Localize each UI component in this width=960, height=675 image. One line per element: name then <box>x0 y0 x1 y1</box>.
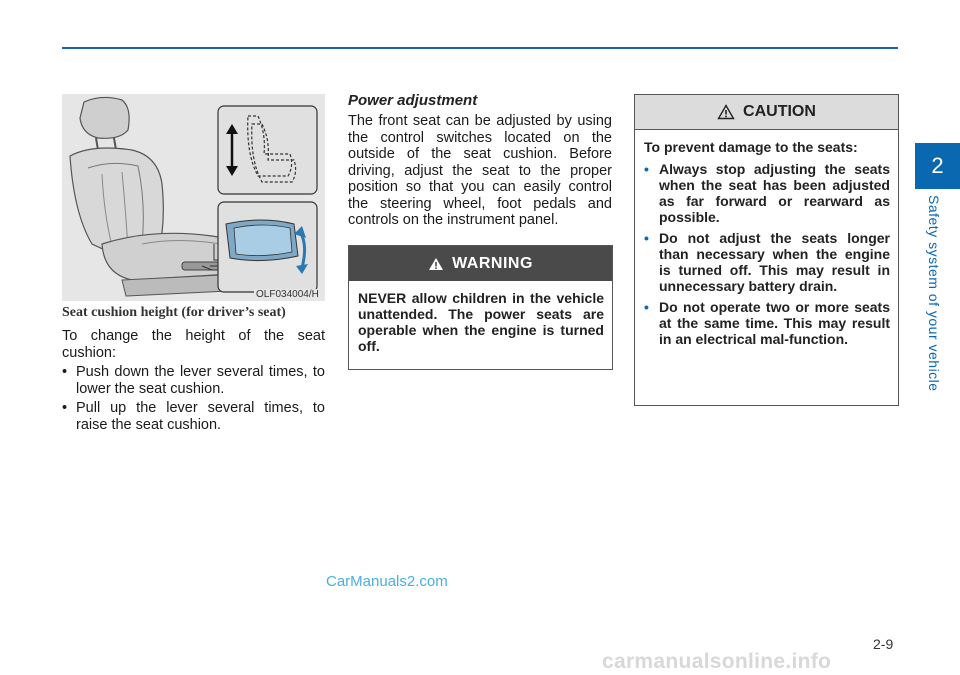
list-item <box>62 364 325 397</box>
power-adjustment-text: The front seat can be adjusted by using the control switches located on the outside of the seat cushion. Before driving, adjust the seat to the proper position so that you can easily control the steering wheel, foot pedals and controls on the instrument panel. <box>348 113 612 228</box>
seat-cushion-steps <box>62 364 325 436</box>
list-item-text: Push down the lever several times, to lower the seat cushion. <box>76 364 325 397</box>
caution-header <box>635 95 898 130</box>
caution-box <box>634 94 899 406</box>
list-item <box>644 299 890 347</box>
caution-triangle-icon <box>717 104 735 120</box>
seat-cushion-heading: Seat cushion height (for driver’s seat) <box>62 305 286 320</box>
list-item <box>644 161 890 225</box>
warning-box <box>348 245 613 370</box>
watermark-link[interactable]: CarManuals2.com <box>326 573 448 590</box>
watermark-text: carmanualsonline.info <box>602 650 832 673</box>
list-item-text: Pull up the lever several times, to raise the seat cushion. <box>76 400 325 433</box>
chapter-title-vertical <box>916 195 952 395</box>
seat-drawing <box>62 94 325 301</box>
list-item-text: Do not adjust the seats longer than necessary when the engine is turned off. This may result in unnecessary battery drain. <box>659 230 890 294</box>
bullet-mark: • <box>644 161 649 177</box>
warning-triangle-icon <box>428 257 444 271</box>
power-adjustment-heading: Power adjustment <box>348 92 478 109</box>
list-item-text: Always stop adjusting the seats when the seat has been adjusted as far forward or rearward as possible. <box>659 161 890 225</box>
list-item <box>62 400 325 433</box>
warning-text: NEVER allow children in the vehicle unattended. The power seats are operable when the engine is turned off. <box>358 290 604 354</box>
page-number: 2-9 <box>873 636 894 652</box>
bullet-mark: • <box>644 299 649 315</box>
list-item-text: Do not operate two or more seats at the same time. This may result in an electrical mal-function. <box>659 299 890 347</box>
top-rule <box>62 47 898 49</box>
caution-intro: To prevent damage to the seats: <box>644 139 858 155</box>
chapter-number: 2 <box>931 153 944 178</box>
warning-header <box>349 246 612 281</box>
bullet-mark: • <box>644 230 649 246</box>
chapter-tab[interactable] <box>915 143 960 189</box>
seat-cushion-intro: To change the height of the seat cushion: <box>62 328 325 361</box>
bullet-mark: • <box>62 364 68 380</box>
caution-list <box>635 161 898 347</box>
bullet-mark: • <box>62 400 68 416</box>
chapter-title: Safety system of your vehicle <box>926 195 942 392</box>
warning-title: WARNING <box>452 254 533 272</box>
figure-code: OLF034004/H <box>256 289 319 300</box>
list-item <box>644 230 890 294</box>
caution-title: CAUTION <box>743 103 816 120</box>
seat-illustration <box>62 94 325 301</box>
